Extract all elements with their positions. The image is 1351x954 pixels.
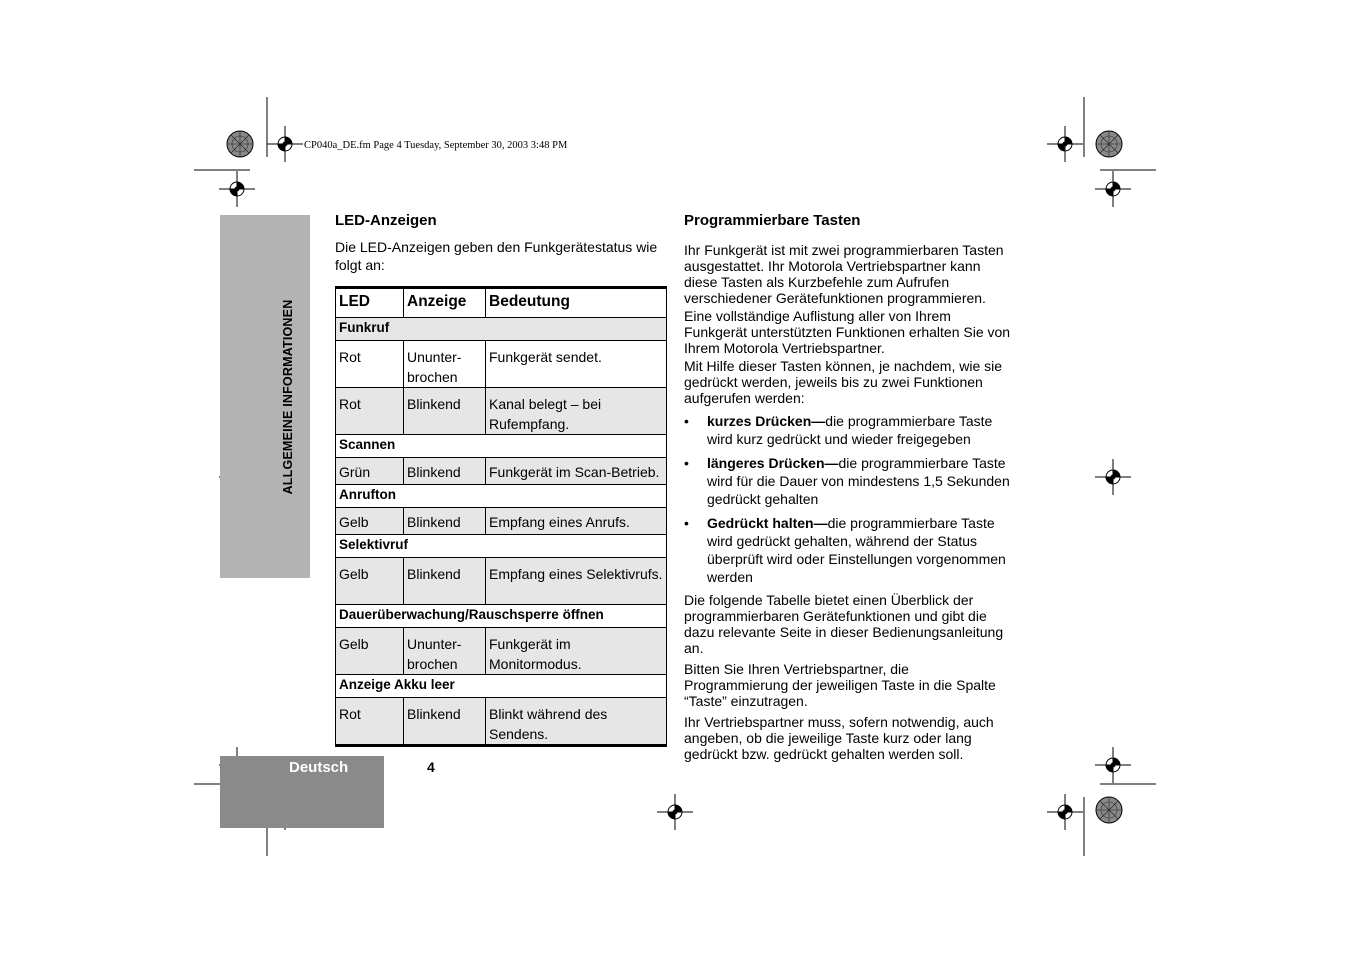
paragraph: Bitten Sie Ihren Vertriebspartner, die Programmierung der jeweiligen Taste in die Spalte “Taste” einzutragen. xyxy=(684,661,996,709)
section-label: Selektivruf xyxy=(336,535,667,558)
paragraph: Eine vollständige Auflistung aller von Ihrem Funkgerät unterstützten Funktionen erhalten Sie von Ihrem Motorola Vertriebspartner. xyxy=(684,308,1011,356)
table-row xyxy=(336,558,667,605)
anzeige-cell: Blinkend xyxy=(404,558,486,605)
led-intro: Die LED-Anzeigen geben den Funkgerätestatus wie folgt an: xyxy=(335,239,658,273)
programmable-keys-title: Programmierbare Tasten xyxy=(684,212,861,229)
language-tab xyxy=(220,756,384,828)
bedeutung-cell: Empfang eines Anrufs. xyxy=(486,508,667,535)
table-row xyxy=(336,698,667,746)
led-cell: Rot xyxy=(336,341,404,388)
section-label: Anrufton xyxy=(336,485,667,508)
paragraph: Mit Hilfe dieser Tasten können, je nachdem, wie sie gedrückt werden, jeweils bis zu zwei Funktionen aufgerufen werden: xyxy=(684,358,1003,406)
programmable-keys-section xyxy=(684,212,1016,762)
bedeutung-cell: Empfang eines Selektivrufs. xyxy=(486,558,667,605)
column-header: LED xyxy=(336,288,404,318)
bedeutung-cell: Blinkt während des Sendens. xyxy=(486,698,667,746)
page-number: 4 xyxy=(427,759,435,775)
table-row xyxy=(336,341,667,388)
anzeige-cell: Blinkend xyxy=(404,698,486,746)
list-item-term: kurzes Drücken— xyxy=(707,413,826,429)
bedeutung-cell: Funkgerät im Scan-Betrieb. xyxy=(486,458,667,485)
anzeige-cell: Ununter- brochen xyxy=(404,628,486,675)
list-item-text: die programmierbare Taste wird für die Dauer von mindestens 1,5 Sekunden gedrückt gehalten xyxy=(707,455,1010,507)
list-item-text: die programmierbare Taste wird kurz gedrückt und wieder freigegeben xyxy=(707,413,993,447)
bedeutung-cell: Kanal belegt – bei Rufempfang. xyxy=(486,388,667,435)
led-section-title: LED-Anzeigen xyxy=(335,212,437,229)
led-cell: Gelb xyxy=(336,628,404,675)
table-section-row xyxy=(336,435,667,458)
anzeige-cell: Ununter- brochen xyxy=(404,341,486,388)
anzeige-cell: Blinkend xyxy=(404,458,486,485)
section-label: Anzeige Akku leer xyxy=(336,675,667,698)
bedeutung-cell: Funkgerät sendet. xyxy=(486,341,667,388)
table-section-row xyxy=(336,318,667,341)
led-section xyxy=(335,212,667,747)
print-header: CP040a_DE.fm Page 4 Tuesday, September 30, 2003 3:48 PM xyxy=(304,140,568,151)
led-table xyxy=(335,286,667,747)
table-section-row xyxy=(336,485,667,508)
led-cell: Gelb xyxy=(336,558,404,605)
table-section-row xyxy=(336,535,667,558)
list-item xyxy=(684,412,1016,448)
list-item-term: Gedrückt halten— xyxy=(707,515,828,531)
led-cell: Grün xyxy=(336,458,404,485)
table-header-row xyxy=(336,288,667,318)
section-label: Scannen xyxy=(336,435,667,458)
table-row xyxy=(336,628,667,675)
side-section-label: ALLGEMEINE INFORMATIONEN xyxy=(281,299,295,495)
table-section-row xyxy=(336,605,667,628)
table-row xyxy=(336,388,667,435)
list-item-text: die programmierbare Taste wird gedrückt gehalten, während der Status überprüft wird oder Einstellungen vorgenommen werden xyxy=(707,515,1006,585)
led-cell: Rot xyxy=(336,388,404,435)
column-header: Anzeige xyxy=(404,288,486,318)
paragraph: Die folgende Tabelle bietet einen Überblick der programmierbaren Gerätefunktionen und gibt die dazu relevante Seite in dieser Bedienungsanleitung an. xyxy=(684,592,1004,656)
led-cell: Gelb xyxy=(336,508,404,535)
language-label: Deutsch xyxy=(289,759,349,776)
press-options-list xyxy=(684,412,1016,586)
column-header: Bedeutung xyxy=(486,288,667,318)
section-label: Funkruf xyxy=(336,318,667,341)
table-section-row xyxy=(336,675,667,698)
list-item xyxy=(684,514,1016,586)
table-row xyxy=(336,458,667,485)
anzeige-cell: Blinkend xyxy=(404,508,486,535)
anzeige-cell: Blinkend xyxy=(404,388,486,435)
side-section-tab xyxy=(220,215,310,578)
table-row xyxy=(336,508,667,535)
led-cell: Rot xyxy=(336,698,404,746)
paragraph: Ihr Funkgerät ist mit zwei programmierbaren Tasten ausgestattet. Ihr Motorola Vertriebspartner kann diese Tasten als Kurzbefehle zum Aufrufen verschiedener Gerätefunktionen programmieren. xyxy=(684,242,1004,306)
bedeutung-cell: Funkgerät im Monitormodus. xyxy=(486,628,667,675)
paragraph: Ihr Vertriebspartner muss, sofern notwendig, auch angeben, ob die jeweilige Taste kurz oder lang gedrückt bzw. gedrückt gehalten werden soll. xyxy=(684,714,994,762)
section-label: Dauerüberwachung/Rauschsperre öffnen xyxy=(336,605,667,628)
list-item-term: längeres Drücken— xyxy=(707,455,839,471)
list-item xyxy=(684,454,1016,508)
